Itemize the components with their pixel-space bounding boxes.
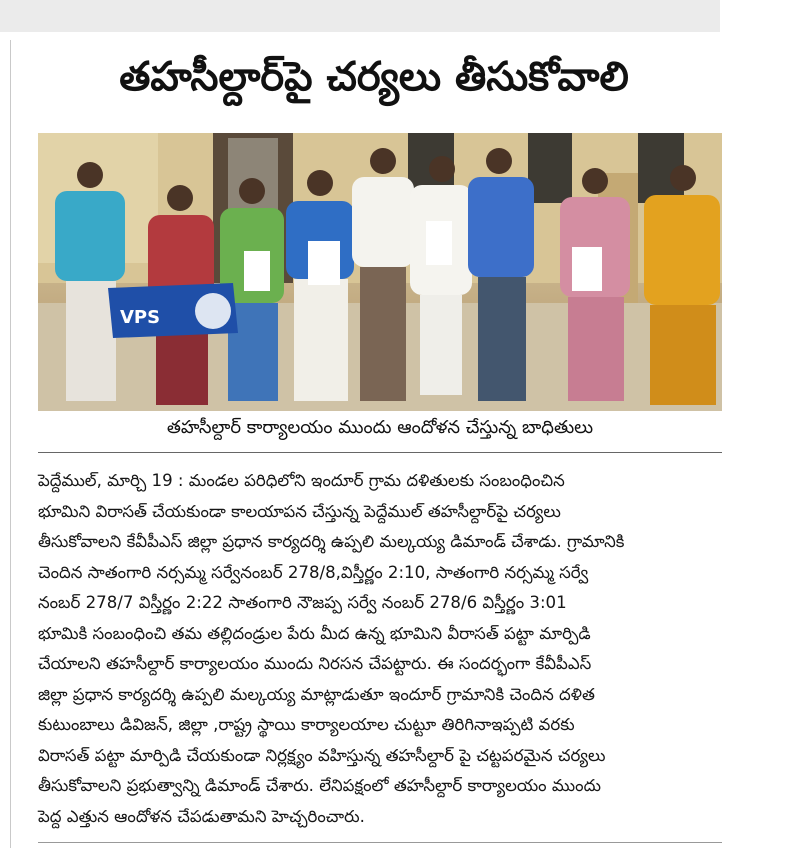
article-body	[38, 466, 722, 832]
kvps-banner	[108, 283, 238, 338]
protest-photo-illustration	[38, 133, 722, 411]
body-line: తీసుకోవాలని ప్రభుత్వాన్ని డిమాండ్ చేశారు. లేనిపక్షంలో తహసీల్దార్ కార్యాలయం ముందు	[38, 776, 602, 795]
banner-text: VPS	[120, 307, 161, 328]
body-line: కుటుంబాలు డివిజన్, జిల్లా ,రాష్ట్ర స్థాయి కార్యాలయాల చుట్టూ తిరిగినాఇప్పటి వరకు	[38, 715, 575, 734]
body-line: తీసుకోవాలని కేవీపీఎస్ జిల్లా ప్రధాన కార్యదర్శి ఉప్పలి మల్కయ్య డిమాండ్ చేశాడు. గ్రామానికి	[38, 532, 625, 551]
column-divider	[10, 40, 11, 848]
bottom-divider	[38, 842, 722, 843]
body-line: చెందిన సాతంగారి నర్సమ్మ సర్వేనంబర్ 278/8,విస్తీర్ణం 2:10, సాతంగారి నర్సమ్మ సర్వే	[38, 562, 589, 582]
news-photo	[38, 133, 722, 411]
body-line: పెద్ద ఎత్తున ఆందోళన చేపడుతామని హెచ్చరించారు.	[38, 806, 365, 826]
headline: తహసీల్దార్‌పై చర్యలు తీసుకోవాలి	[119, 54, 629, 100]
body-line: భూమిని విరాసత్ చేయకుండా కాలయాపన చేస్తున్న పెద్దేముల్ తహసీల్దార్‌పై చర్యలు	[38, 501, 561, 521]
body-line: భూమికి సంబంధించి తమ తల్లిదండ్రుల పేరు మీద ఉన్న భూమిని వీరాసత్ పట్టా మార్పిడి	[38, 623, 591, 643]
photo-caption: తహసీల్దార్ కార్యాలయం ముందు ఆందోళన చేస్తున్న బాధితులు	[166, 417, 594, 438]
caption-divider	[38, 452, 722, 453]
body-line: జిల్లా ప్రధాన కార్యదర్శి ఉప్పలి మల్కయ్య మాట్లాడుతూ ఇందూర్ గ్రామానికి చెందిన దళిత	[38, 684, 595, 704]
body-line: విరాసత్ పట్టా మార్పిడి చేయకుండా నిర్లక్ష్యం వహిస్తున్న తహసీల్దార్ పై చట్టపరమైన చర్యలు	[38, 745, 606, 765]
top-bar	[0, 0, 720, 32]
body-line: పెద్దేముల్, మార్చి 19 : మండల పరిధిలోని ఇందూర్ గ్రామ దళితులకు సంబంధించిన	[38, 471, 565, 490]
body-line: చేయాలని తహసీల్దార్ కార్యాలయం ముందు నిరసన చేపట్టారు. ఈ సందర్భంగా కేవీపీఎస్	[38, 654, 592, 673]
body-line: నంబర్ 278/7 విస్తీర్ణం 2:22 సాతంగారి నౌజప్ప సర్వే నంబర్ 278/6 విస్తీర్ణం 3:01	[38, 593, 567, 612]
